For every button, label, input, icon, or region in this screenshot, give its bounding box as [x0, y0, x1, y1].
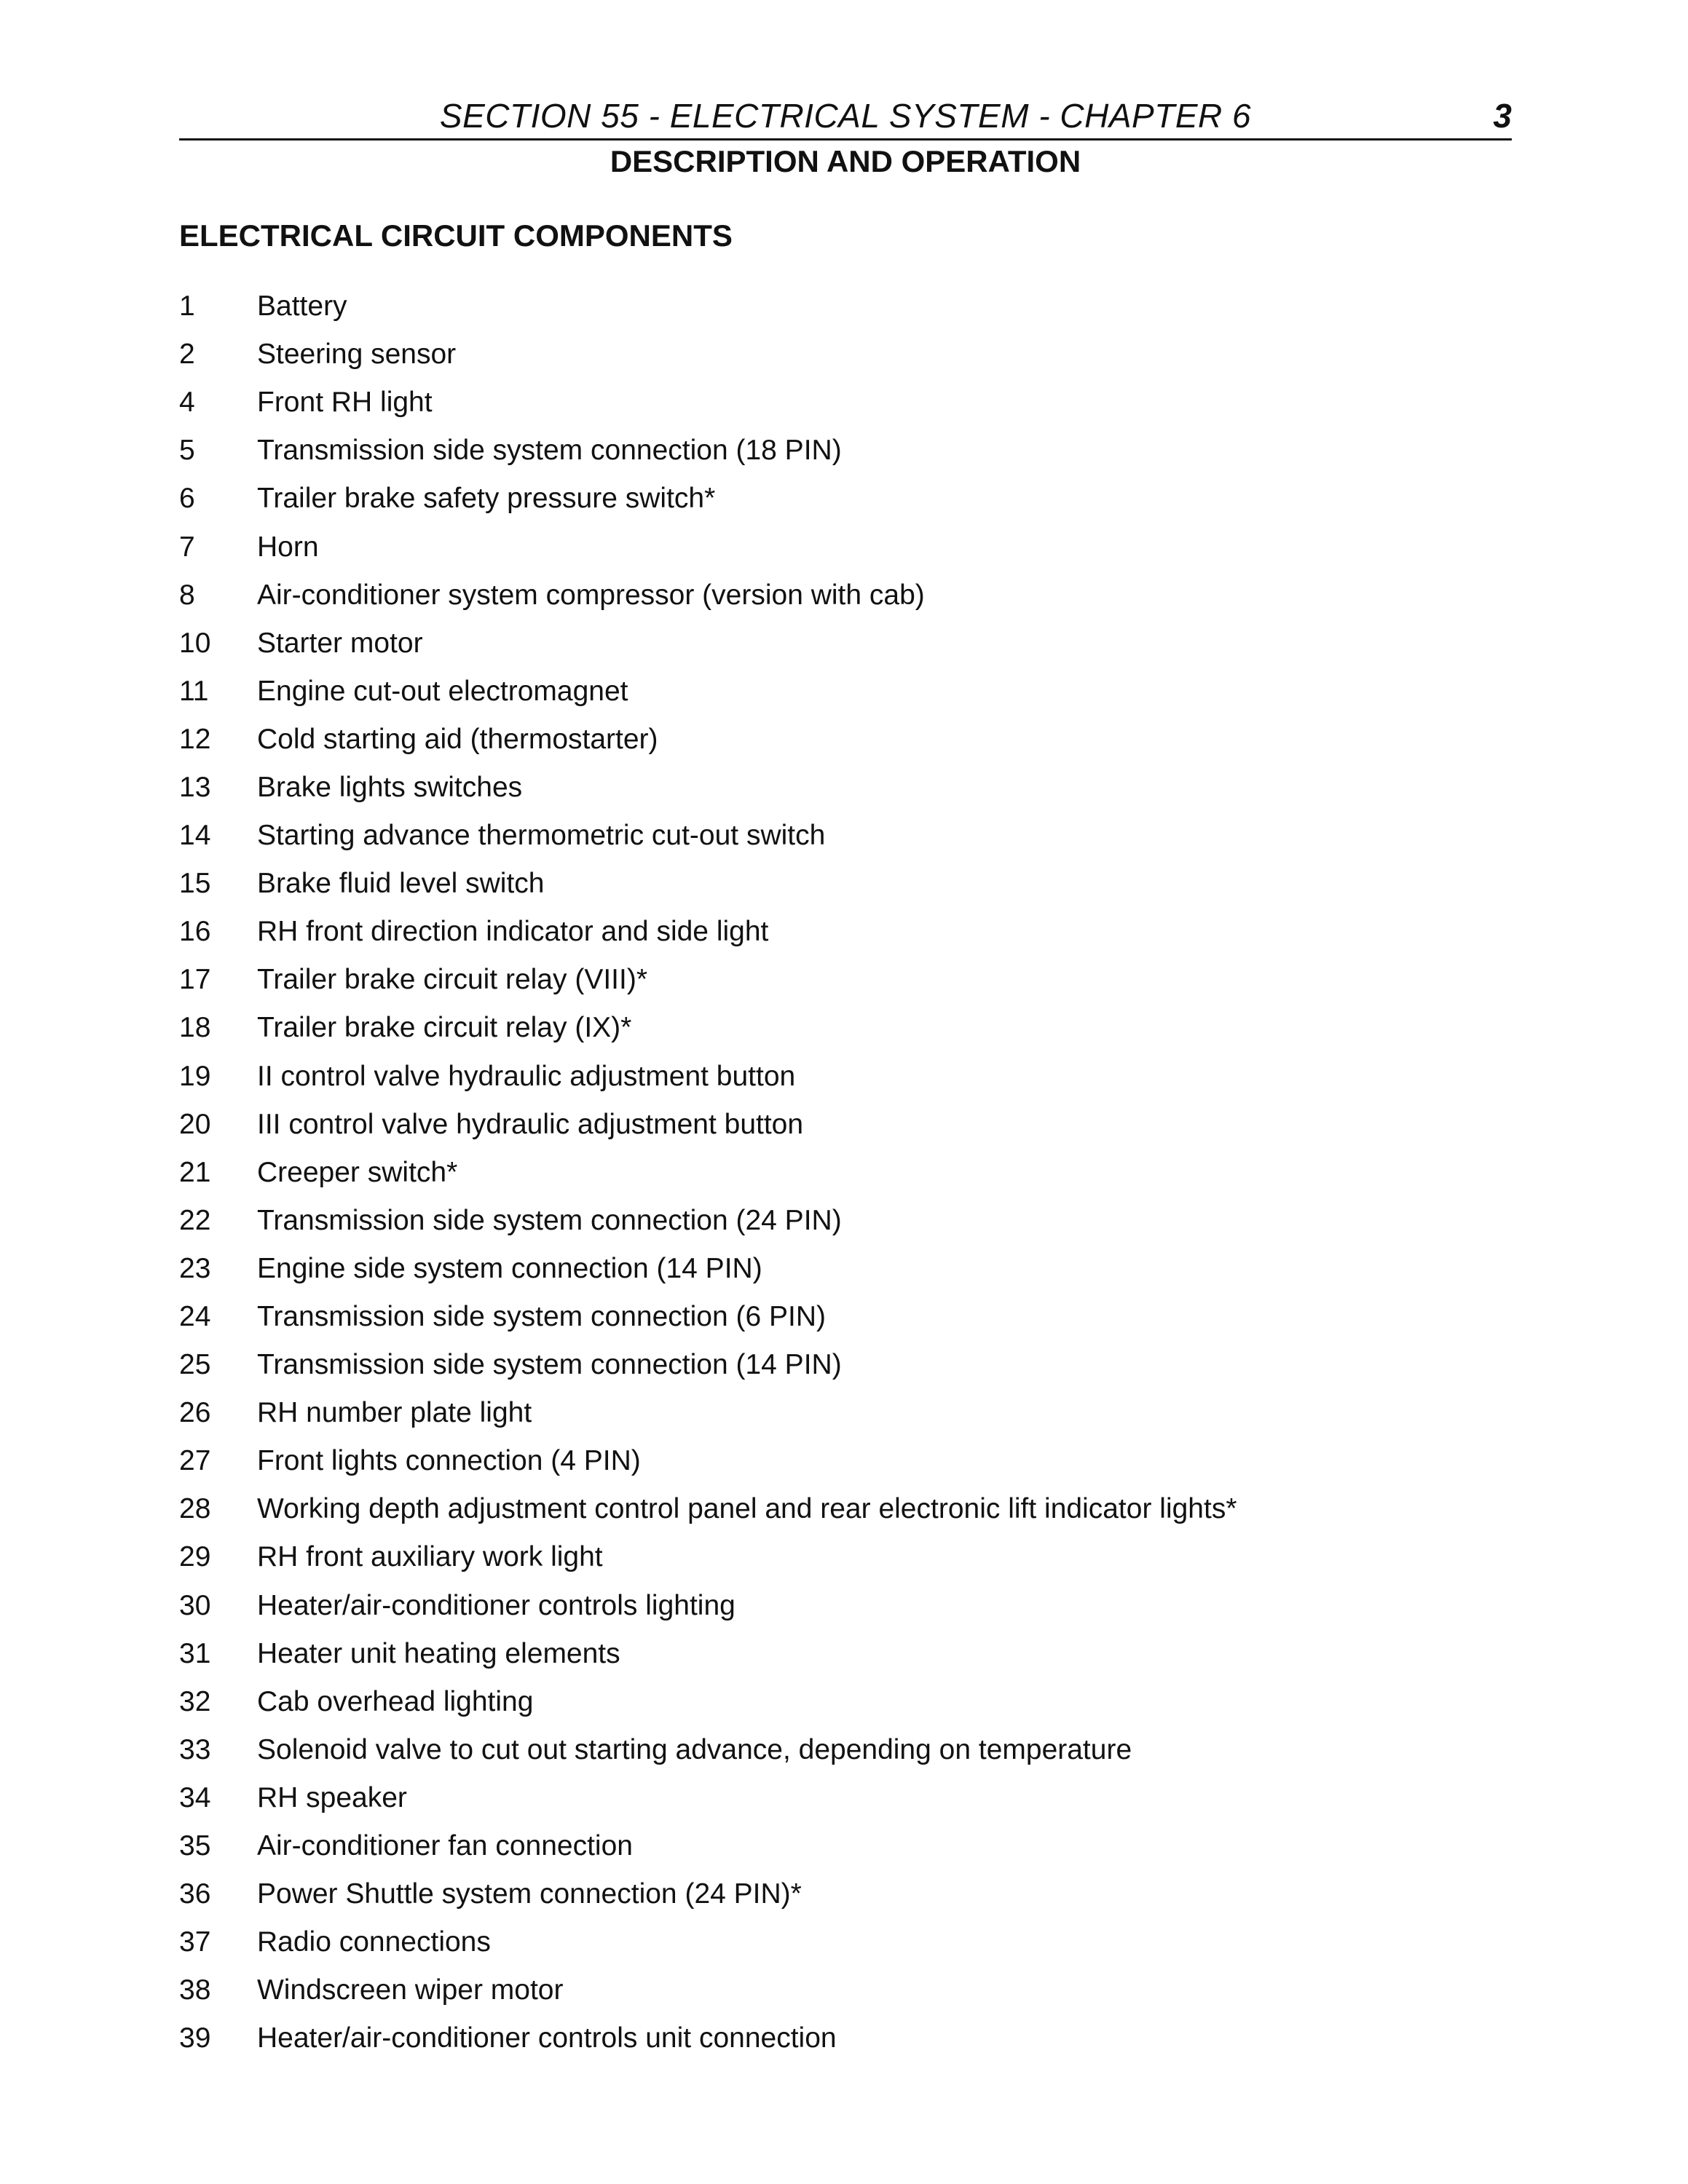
- item-description: RH number plate light: [257, 1397, 532, 1429]
- list-item: [179, 379, 1512, 427]
- item-description: Trailer brake circuit relay (VIII)*: [257, 964, 648, 996]
- item-number: 1: [179, 290, 195, 323]
- list-item: [179, 1341, 1512, 1389]
- item-description: Creeper switch*: [257, 1156, 458, 1188]
- component-list: [179, 282, 1512, 2062]
- list-item: [179, 1533, 1512, 1581]
- item-description: Radio connections: [257, 1926, 491, 1958]
- list-item: [179, 620, 1512, 668]
- item-description: Working depth adjustment control panel and rear electronic lift indicator lights*: [257, 1493, 1237, 1525]
- item-number: 32: [179, 1685, 211, 1717]
- item-number: 28: [179, 1493, 211, 1525]
- item-description: Solenoid valve to cut out starting advance, depending on temperature: [257, 1733, 1132, 1765]
- list-item: [179, 1822, 1512, 1870]
- item-description: Battery: [257, 290, 347, 323]
- list-item: [179, 956, 1512, 1004]
- item-description: Front lights connection (4 PIN): [257, 1445, 641, 1477]
- list-item: [179, 1918, 1512, 1966]
- item-number: 36: [179, 1878, 211, 1910]
- list-item: [179, 1293, 1512, 1341]
- page-subtitle: DESCRIPTION AND OPERATION: [610, 144, 1081, 178]
- item-description: Heater unit heating elements: [257, 1637, 620, 1669]
- list-item: [179, 1245, 1512, 1293]
- item-number: 26: [179, 1397, 211, 1429]
- list-item: [179, 1437, 1512, 1485]
- item-description: Air-conditioner fan connection: [257, 1830, 633, 1862]
- item-description: Trailer brake circuit relay (IX)*: [257, 1012, 632, 1044]
- item-number: 18: [179, 1012, 211, 1044]
- list-item: [179, 764, 1512, 812]
- item-description: Horn: [257, 531, 319, 563]
- list-item: [179, 1870, 1512, 1918]
- list-item: [179, 1582, 1512, 1630]
- page-number: 3: [1493, 97, 1512, 135]
- item-description: Transmission side system connection (18 PIN): [257, 435, 842, 467]
- list-item: [179, 523, 1512, 571]
- list-item: [179, 1389, 1512, 1437]
- item-description: Brake lights switches: [257, 771, 523, 803]
- item-number: 22: [179, 1204, 211, 1236]
- item-number: 15: [179, 868, 211, 900]
- item-number: 8: [179, 579, 195, 611]
- item-number: 19: [179, 1060, 211, 1092]
- list-item: [179, 716, 1512, 764]
- list-item: [179, 475, 1512, 523]
- item-number: 10: [179, 627, 211, 659]
- item-number: 2: [179, 339, 195, 371]
- list-item: [179, 1485, 1512, 1533]
- item-number: 17: [179, 964, 211, 996]
- list-item: [179, 1678, 1512, 1726]
- list-item: [179, 2014, 1512, 2062]
- item-number: 38: [179, 1974, 211, 2006]
- item-number: 6: [179, 483, 195, 515]
- item-number: 30: [179, 1589, 211, 1621]
- list-item: [179, 1726, 1512, 1774]
- item-description: Starting advance thermometric cut-out switch: [257, 820, 826, 852]
- item-number: 4: [179, 387, 195, 419]
- item-number: 7: [179, 531, 195, 563]
- item-description: Starter motor: [257, 627, 423, 659]
- list-item: [179, 282, 1512, 331]
- item-number: 25: [179, 1349, 211, 1381]
- item-number: 31: [179, 1637, 211, 1669]
- item-description: Steering sensor: [257, 339, 457, 371]
- list-item: [179, 1966, 1512, 2014]
- item-number: 37: [179, 1926, 211, 1958]
- page-header: [179, 93, 1512, 141]
- item-number: 12: [179, 723, 211, 755]
- item-number: 14: [179, 820, 211, 852]
- item-description: Heater/air-conditioner controls unit connection: [257, 2022, 837, 2054]
- item-description: Air-conditioner system compressor (version with cab): [257, 579, 925, 611]
- item-description: Transmission side system connection (14 PIN): [257, 1349, 842, 1381]
- section-title: SECTION 55 - ELECTRICAL SYSTEM - CHAPTER 6: [439, 97, 1252, 135]
- item-description: Transmission side system connection (24 PIN): [257, 1204, 842, 1236]
- item-number: 27: [179, 1445, 211, 1477]
- item-description: RH front auxiliary work light: [257, 1541, 603, 1573]
- list-item: [179, 668, 1512, 716]
- item-number: 35: [179, 1830, 211, 1862]
- list-item: [179, 860, 1512, 908]
- item-description: Transmission side system connection (6 PIN): [257, 1301, 826, 1333]
- list-item: [179, 571, 1512, 620]
- list-item: [179, 427, 1512, 475]
- item-number: 33: [179, 1733, 211, 1765]
- item-number: 23: [179, 1252, 211, 1284]
- item-number: 24: [179, 1301, 211, 1333]
- item-number: 29: [179, 1541, 211, 1573]
- item-description: III control valve hydraulic adjustment button: [257, 1108, 804, 1140]
- list-item: [179, 1101, 1512, 1149]
- item-number: 39: [179, 2022, 211, 2054]
- list-item: [179, 1197, 1512, 1245]
- item-description: Cold starting aid (thermostarter): [257, 723, 658, 755]
- list-item: [179, 1053, 1512, 1101]
- item-number: 5: [179, 435, 195, 467]
- section-heading: ELECTRICAL CIRCUIT COMPONENTS: [179, 218, 733, 253]
- list-item: [179, 1630, 1512, 1678]
- item-description: Front RH light: [257, 387, 433, 419]
- list-item: [179, 1149, 1512, 1197]
- item-number: 20: [179, 1108, 211, 1140]
- item-description: Trailer brake safety pressure switch*: [257, 483, 716, 515]
- item-description: RH speaker: [257, 1781, 407, 1813]
- item-description: RH front direction indicator and side light: [257, 916, 769, 948]
- item-description: Heater/air-conditioner controls lighting: [257, 1589, 735, 1621]
- item-description: Cab overhead lighting: [257, 1685, 534, 1717]
- list-item: [179, 812, 1512, 860]
- list-item: [179, 908, 1512, 956]
- item-description: Brake fluid level switch: [257, 868, 545, 900]
- item-description: Power Shuttle system connection (24 PIN)*: [257, 1878, 802, 1910]
- item-number: 34: [179, 1781, 211, 1813]
- item-description: II control valve hydraulic adjustment button: [257, 1060, 796, 1092]
- list-item: [179, 331, 1512, 379]
- item-description: Engine cut-out electromagnet: [257, 675, 628, 707]
- item-number: 21: [179, 1156, 211, 1188]
- list-item: [179, 1004, 1512, 1052]
- item-number: 16: [179, 916, 211, 948]
- item-number: 11: [179, 675, 209, 707]
- item-description: Engine side system connection (14 PIN): [257, 1252, 762, 1284]
- item-number: 13: [179, 771, 211, 803]
- item-description: Windscreen wiper motor: [257, 1974, 564, 2006]
- list-item: [179, 1774, 1512, 1822]
